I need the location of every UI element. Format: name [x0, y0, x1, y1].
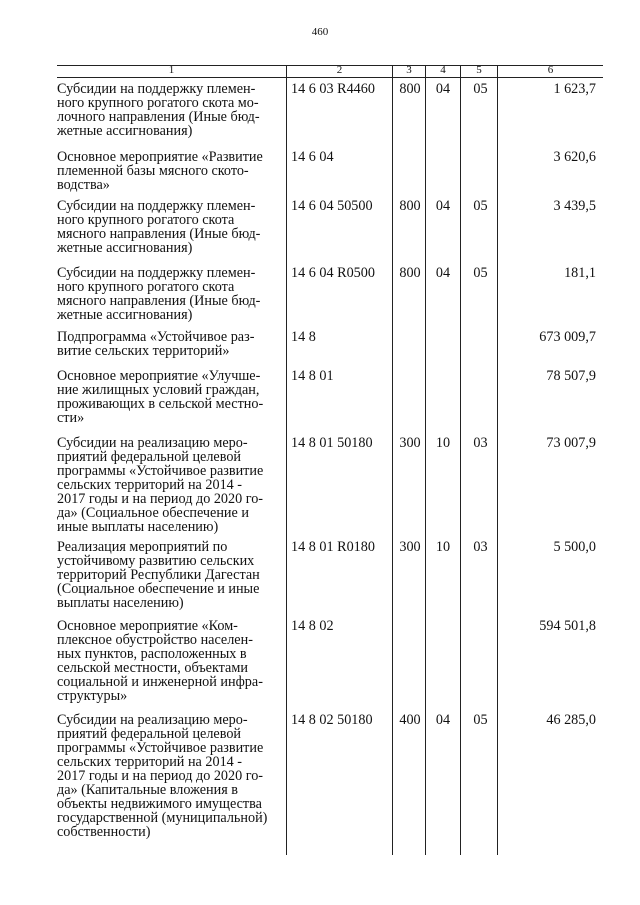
- row-name-line: 2017 годы и на период до 2020 го-: [57, 768, 264, 784]
- row-col4: 04: [435, 81, 451, 97]
- row-col3: 300: [399, 539, 421, 555]
- column-header-4: 4: [440, 64, 446, 76]
- row-name-line: мясного направления (Иные бюд-: [57, 293, 261, 309]
- row-code: 14 8 01: [291, 368, 334, 384]
- row-amount: 1 623,7: [553, 81, 596, 97]
- row-name-line: 2017 годы и на период до 2020 го-: [57, 491, 264, 507]
- row-name: [57, 150, 285, 192]
- row-name-line: выплаты населению): [57, 595, 184, 611]
- row-name-line: приятий федеральной целевой: [57, 449, 242, 465]
- row-name-line: структуры»: [57, 688, 128, 704]
- row-name-line: устойчивому развитию сельских: [57, 553, 255, 569]
- row-col4: 10: [435, 435, 451, 451]
- row-name-line: собственности): [57, 824, 151, 840]
- row-name-line: Субсидии на поддержку племен-: [57, 265, 256, 281]
- row-name-line: приятий федеральной целевой: [57, 726, 242, 742]
- row-code: 14 8 01 50180: [291, 435, 373, 451]
- row-name: [57, 436, 285, 534]
- row-name: [57, 82, 285, 138]
- row-name: [57, 619, 285, 703]
- row-amount: 3 439,5: [553, 198, 596, 214]
- row-name-line: Основное мероприятие «Развитие: [57, 149, 263, 165]
- row-name-line: территорий Республики Дагестан: [57, 567, 260, 583]
- row-col4: 10: [435, 539, 451, 555]
- row-col3: 800: [399, 81, 421, 97]
- row-col4: 04: [435, 712, 451, 728]
- row-name-line: водства»: [57, 177, 110, 193]
- row-name-line: лочного направления (Иные бюд-: [57, 109, 260, 125]
- row-name-line: Субсидии на реализацию меро-: [57, 712, 248, 728]
- row-name-line: Основное мероприятие «Улучше-: [57, 368, 261, 384]
- row-col5: 05: [473, 265, 488, 281]
- row-name-line: ного крупного рогатого скота мо-: [57, 95, 259, 111]
- column-divider: [497, 65, 498, 855]
- row-amount: 594 501,8: [539, 618, 596, 634]
- row-code: 14 8 01 R0180: [291, 539, 375, 555]
- row-name-line: Реализация мероприятий по: [57, 539, 228, 555]
- row-col3: 800: [399, 198, 421, 214]
- row-name-line: (Социальное обеспечение и иные: [57, 581, 260, 597]
- row-name-line: жетные ассигнования): [57, 123, 193, 139]
- row-col5: 05: [473, 81, 488, 97]
- column-divider: [460, 65, 461, 855]
- row-name-line: Субсидии на реализацию меро-: [57, 435, 248, 451]
- row-name-line: жетные ассигнования): [57, 307, 193, 323]
- row-col5: 03: [473, 435, 488, 451]
- column-header-5: 5: [476, 64, 482, 76]
- row-col5: 05: [473, 712, 488, 728]
- row-name: [57, 713, 285, 839]
- row-name-line: ного крупного рогатого скота: [57, 212, 235, 228]
- row-name-line: программы «Устойчивое развитие: [57, 463, 264, 479]
- row-col4: 04: [435, 265, 451, 281]
- row-name-line: сти»: [57, 410, 85, 426]
- row-name-line: социальной и инженерной инфра-: [57, 674, 263, 690]
- row-amount: 73 007,9: [546, 435, 596, 451]
- row-name-line: плексное обустройство населен-: [57, 632, 253, 648]
- column-header-3: 3: [406, 64, 412, 76]
- row-code: 14 8 02: [291, 618, 334, 634]
- row-name-line: витие сельских территорий»: [57, 343, 230, 359]
- row-col3: 800: [399, 265, 421, 281]
- row-name-line: сельских территорий на 2014 -: [57, 754, 243, 770]
- row-col3: 300: [399, 435, 421, 451]
- row-code: 14 6 04: [291, 149, 334, 165]
- row-amount: 5 500,0: [553, 539, 596, 555]
- column-divider: [425, 65, 426, 855]
- row-name-line: ного крупного рогатого скота: [57, 279, 235, 295]
- row-amount: 78 507,9: [546, 368, 596, 384]
- row-code: 14 8 02 50180: [291, 712, 373, 728]
- row-name-line: программы «Устойчивое развитие: [57, 740, 264, 756]
- row-name: [57, 266, 285, 322]
- row-name-line: ние жилищных условий граждан,: [57, 382, 260, 398]
- row-amount: 46 285,0: [546, 712, 596, 728]
- row-name-line: да» (Социальное обеспечение и: [57, 505, 249, 521]
- row-code: 14 6 03 R4460: [291, 81, 375, 97]
- row-name-line: сельской местности, объектами: [57, 660, 248, 676]
- row-name-line: сельских территорий на 2014 -: [57, 477, 243, 493]
- row-name-line: проживающих в сельской местно-: [57, 396, 264, 412]
- header-bottom-rule: [57, 77, 603, 78]
- row-name-line: Основное мероприятие «Ком-: [57, 618, 238, 634]
- column-header-6: 6: [547, 64, 554, 76]
- row-name-line: да» (Капитальные вложения в: [57, 782, 238, 798]
- row-name-line: Подпрограмма «Устойчивое раз-: [57, 329, 255, 345]
- row-col5: 03: [473, 539, 488, 555]
- row-code: 14 6 04 50500: [291, 198, 373, 214]
- row-name-line: жетные ассигнования): [57, 240, 193, 256]
- row-col3: 400: [399, 712, 421, 728]
- row-name: [57, 540, 285, 610]
- row-code: 14 6 04 R0500: [291, 265, 375, 281]
- row-name-line: мясного направления (Иные бюд-: [57, 226, 261, 242]
- row-amount: 3 620,6: [553, 149, 596, 165]
- row-col4: 04: [435, 198, 451, 214]
- column-header-1: 1: [168, 64, 175, 76]
- row-name-line: Субсидии на поддержку племен-: [57, 198, 256, 214]
- row-name-line: ных пунктов, расположенных в: [57, 646, 247, 662]
- row-name: [57, 330, 285, 358]
- row-name-line: государственной (муниципальной): [57, 810, 268, 826]
- row-name-line: иные выплаты населению): [57, 519, 219, 535]
- column-divider: [392, 65, 393, 855]
- row-name-line: объекты недвижимого имущества: [57, 796, 262, 812]
- row-code: 14 8: [291, 329, 316, 345]
- row-col5: 05: [473, 198, 488, 214]
- page-number: 460: [311, 26, 329, 38]
- row-amount: 673 009,7: [539, 329, 596, 345]
- column-divider: [286, 65, 287, 855]
- row-name: [57, 199, 285, 255]
- row-name: [57, 369, 285, 425]
- row-amount: 181,1: [564, 265, 596, 281]
- column-header-2: 2: [336, 64, 343, 76]
- row-name-line: Субсидии на поддержку племен-: [57, 81, 256, 97]
- row-name-line: племенной базы мясного ското-: [57, 163, 249, 179]
